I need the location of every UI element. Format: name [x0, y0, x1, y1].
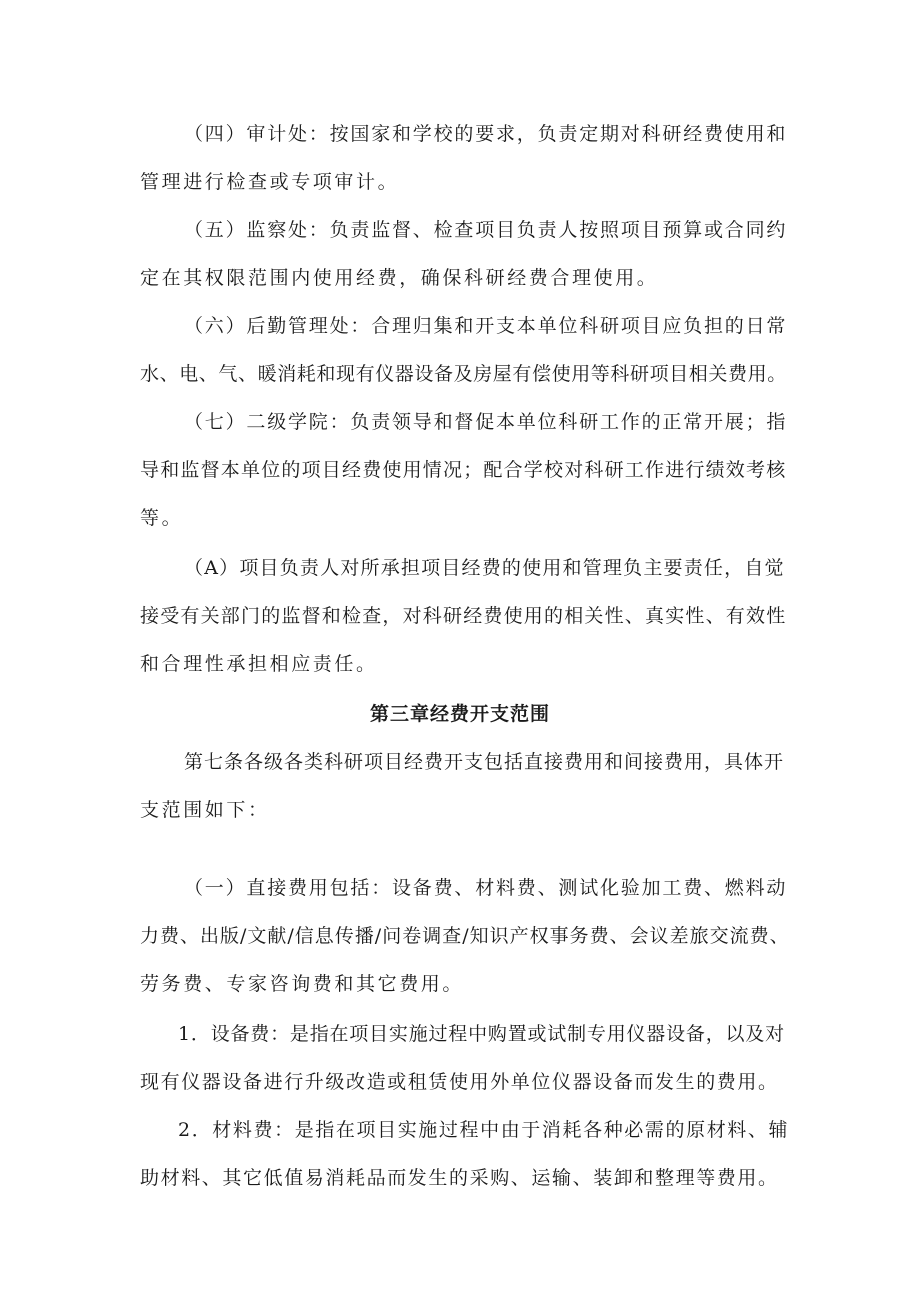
logistics-paragraph-line-1: （六）后勤管理处：合理归集和开支本单位科研项目应负担的日常 [184, 315, 788, 337]
supervision-paragraph-line-1: （五）监察处：负责监督、检查项目负责人按照项目预算或合同约 [184, 219, 788, 241]
direct-costs-line-1: （一）直接费用包括：设备费、材料费、测试化验加工费、燃料动 [184, 877, 788, 899]
leader-paragraph-line-1: （A）项目负责人对所承担项目经费的使用和管理负主要责任，自觉 [184, 557, 785, 579]
supervision-paragraph-line-2: 定在其权限范围内使用经费，确保科研经费合理使用。 [140, 267, 659, 289]
article7-line-2: 支范围如下： [140, 799, 270, 821]
materials-fee-line-2: 助材料、其它低值易消耗品而发生的采购、运输、装卸和整理等费用。 [140, 1167, 779, 1189]
direct-costs-line-3: 劳务费、专家咨询费和其它费用。 [140, 973, 465, 995]
audit-paragraph-line-1: （四）审计处：按国家和学校的要求，负责定期对科研经费使用和 [184, 123, 788, 145]
direct-costs-line-2: 力费、出版/文献/信息传播/问卷调查/知识产权事务费、会议差旅交流费、 [140, 925, 790, 947]
audit-paragraph-line-2: 管理进行检查或专项审计。 [140, 171, 400, 193]
college-paragraph-line-2: 导和监督本单位的项目经费使用情况；配合学校对科研工作进行绩效考核 [140, 459, 787, 481]
leader-paragraph-line-2: 接受有关部门的监督和检查，对科研经费使用的相关性、真实性、有效性 [140, 605, 787, 627]
leader-paragraph-line-3: 和合理性承担相应责任。 [140, 653, 378, 675]
chapter-heading: 第三章经费开支范围 [369, 703, 550, 725]
college-paragraph-line-1: （七）二级学院：负责领导和督促本单位科研工作的正常开展；指 [184, 411, 788, 433]
materials-fee-line-1: 2．材料费：是指在项目实施过程中由于消耗各种必需的原材料、辅 [178, 1119, 790, 1141]
college-paragraph-line-3: 等。 [140, 507, 184, 529]
equipment-fee-line-2: 现有仪器设备进行升级改造或租赁使用外单位仪器设备而发生的费用。 [140, 1071, 779, 1093]
article7-line-1: 第七条各级各类科研项目经费开支包括直接费用和间接费用，具体开 [184, 751, 785, 773]
logistics-paragraph-line-2: 水、电、气、暖消耗和现有仪器设备及房屋有偿使用等科研项目相关费用。 [140, 363, 787, 385]
equipment-fee-line-1: 1．设备费：是指在项目实施过程中购置或试制专用仪器设备，以及对 [178, 1023, 785, 1045]
